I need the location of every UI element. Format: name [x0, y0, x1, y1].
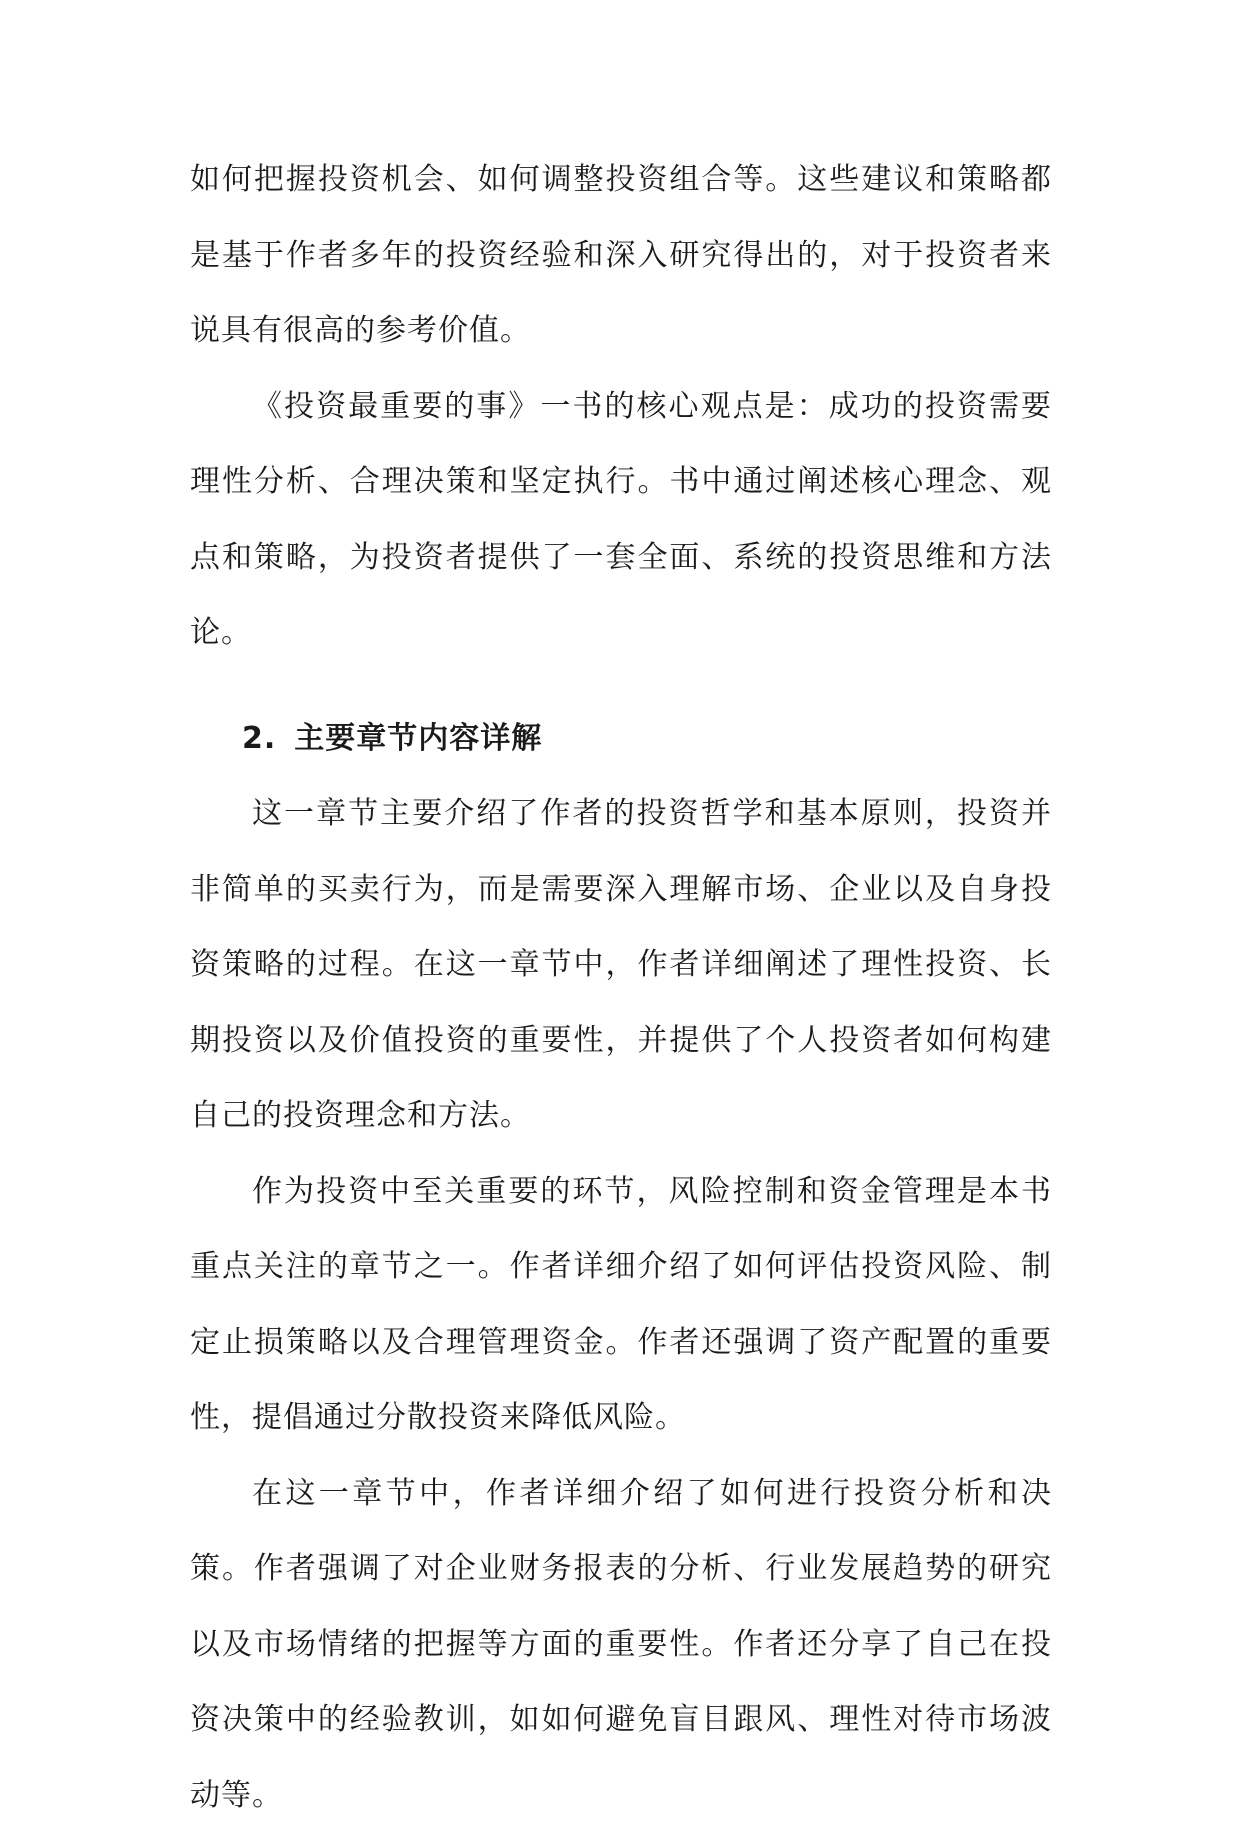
document-body: [190, 142, 1052, 1833]
section-spacer: [190, 671, 1052, 701]
section-heading: [190, 701, 1052, 777]
section-title: 主要章节内容详解: [294, 721, 542, 756]
paragraph-core-viewpoint: 《投资最重要的事》一书的核心观点是：成功的投资需要理性分析、合理决策和坚定执行。书中通过阐述核心理念、观点和策略，为投资者提供了一套全面、系统的投资思维和方法论。: [190, 369, 1052, 671]
paragraph-chapter-risk: 作为投资中至关重要的环节，风险控制和资金管理是本书重点关注的章节之一。作者详细介绍了如何评估投资风险、制定止损策略以及合理管理资金。作者还强调了资产配置的重要性，提倡通过分散投资来降低风险。: [190, 1154, 1052, 1456]
paragraph-chapter-analysis: 在这一章节中，作者详细介绍了如何进行投资分析和决策。作者强调了对企业财务报表的分析、行业发展趋势的研究以及市场情绪的把握等方面的重要性。作者还分享了自己在投资决策中的经验教训，如如何避免盲目跟风、理性对待市场波动等。: [190, 1456, 1052, 1833]
section-number: 2.: [242, 721, 276, 756]
paragraph-continued: 如何把握投资机会、如何调整投资组合等。这些建议和策略都是基于作者多年的投资经验和深入研究得出的，对于投资者来说具有很高的参考价值。: [190, 142, 1052, 369]
paragraph-chapter-philosophy: 这一章节主要介绍了作者的投资哲学和基本原则，投资并非简单的买卖行为，而是需要深入理解市场、企业以及自身投资策略的过程。在这一章节中，作者详细阐述了理性投资、长期投资以及价值投资的重要性，并提供了个人投资者如何构建自己的投资理念和方法。: [190, 776, 1052, 1154]
